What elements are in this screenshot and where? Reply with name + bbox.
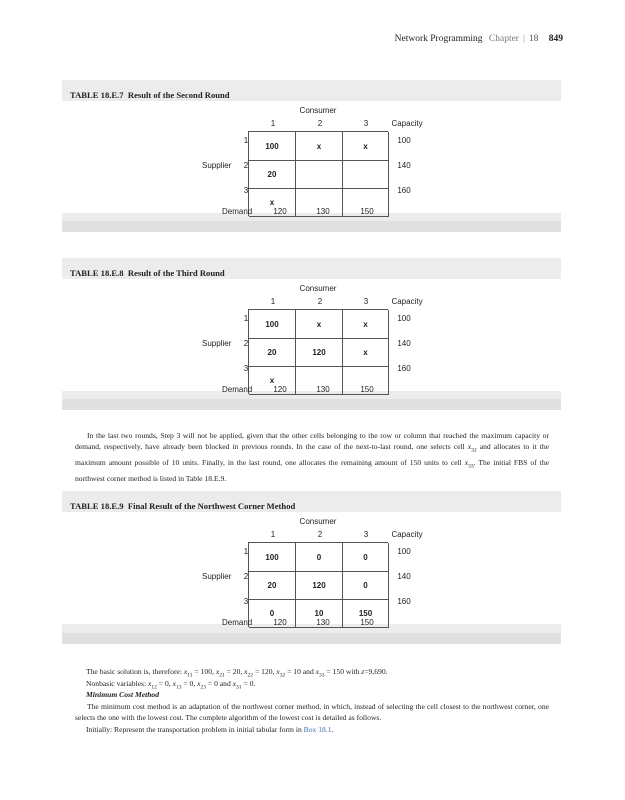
grid-cell: 20: [249, 339, 296, 367]
capacity-label: Capacity: [391, 530, 423, 539]
row-header: 1: [243, 314, 249, 323]
capacity-value: 100: [397, 314, 411, 323]
demand-value: 150: [360, 618, 374, 627]
capacity-value: 140: [397, 161, 411, 170]
row-header: 1: [243, 136, 249, 145]
table-caption: [70, 268, 225, 278]
capacity-label: Capacity: [391, 119, 423, 128]
running-head-title: Network Programming: [394, 34, 483, 44]
allocation-grid: [248, 309, 388, 394]
table-footer-strip: [62, 221, 561, 232]
table-title: Final Result of the Northwest Corner Method: [127, 501, 296, 511]
demand-value: 120: [273, 385, 287, 394]
grid-cell: 0: [296, 543, 343, 572]
box-reference-link[interactable]: Box 18.1: [303, 725, 332, 734]
consumer-label: Consumer: [299, 106, 337, 115]
initially-line: [86, 725, 333, 734]
running-head-chapter: Chapter: [488, 34, 519, 44]
demand-value: 130: [316, 207, 330, 216]
paragraph-text: In the last two rounds, Step 3 will not be applied, given that the other cells belonging to the row or column that reached the maximum capacity or demand, respectively, have already been blocked in previous rounds. In the case of the next-to-last round, one selects cell $x_{32}$ and allocates to it the maximum amount possible of 10 units. Finally, in the last round, one allocates the remaining amount of 150 units to cell $x_{33}$. The initial FBS of the northwest corner method is listed in Table 18.E.9.: [75, 431, 550, 484]
capacity-value: 100: [397, 136, 411, 145]
row-header: 2: [243, 339, 249, 348]
table-caption: [70, 501, 295, 511]
initially-text: Initially: Represent the transportation problem in initial tabular form in: [86, 725, 302, 734]
page-number: 849: [548, 34, 563, 44]
demand-value: 120: [273, 618, 287, 627]
column-header: 3: [363, 530, 369, 539]
capacity-value: 160: [397, 597, 411, 606]
demand-value: 150: [360, 207, 374, 216]
table-title: Result of the Third Round: [127, 268, 225, 278]
supplier-label: Supplier: [202, 339, 232, 348]
table-block: [62, 258, 561, 410]
grid-cell: 150: [343, 600, 389, 628]
row-header: 3: [243, 597, 249, 606]
capacity-value: 140: [397, 572, 411, 581]
column-header: 1: [270, 297, 276, 306]
table-label: TABLE 18.E.9: [70, 501, 124, 511]
table-block: [62, 80, 561, 232]
table-footer-strip: [62, 399, 561, 410]
demand-label: Demand: [222, 618, 253, 627]
row-header: 1: [243, 547, 249, 556]
allocation-grid: [248, 131, 388, 216]
grid-cell: x: [296, 310, 343, 339]
grid-cell: 0: [343, 543, 389, 572]
table-caption: [70, 90, 230, 100]
column-header: 3: [363, 119, 369, 128]
section-heading: Minimum Cost Method: [86, 690, 160, 699]
consumer-label: Consumer: [299, 284, 337, 293]
table-body: [62, 279, 561, 394]
demand-value: 130: [316, 618, 330, 627]
demand-value: 150: [360, 385, 374, 394]
capacity-value: 140: [397, 339, 411, 348]
grid-cell: 0: [343, 572, 389, 600]
grid-cell: 120: [296, 339, 343, 367]
table-body: [62, 512, 561, 627]
grid-cell: [296, 161, 343, 189]
column-header: 2: [317, 119, 323, 128]
column-header: 1: [270, 530, 276, 539]
grid-cell: 120: [296, 572, 343, 600]
grid-cell: 20: [249, 161, 296, 189]
running-head: [395, 34, 563, 44]
table-body: [62, 101, 561, 216]
method-paragraph: The minimum cost method is an adaptation of the northwest corner method, in which, instead of selecting the cell closest to the northwest corner, one selects the one with the lowest cost. The complete algorithm of the lowest cost is detailed as follows.: [75, 702, 549, 723]
table-block: [62, 491, 561, 644]
grid-cell: 100: [249, 132, 296, 161]
grid-cell: 20: [249, 572, 296, 600]
row-header: 3: [243, 186, 249, 195]
column-header: 1: [270, 119, 276, 128]
supplier-label: Supplier: [202, 161, 232, 170]
running-head-chapter-number: 18: [528, 34, 539, 44]
grid-cell: x: [343, 310, 389, 339]
grid-cell: 0: [249, 600, 296, 628]
grid-cell: 100: [249, 543, 296, 572]
grid-cell: 10: [296, 600, 343, 628]
body-paragraph: [75, 430, 549, 485]
consumer-label: Consumer: [299, 517, 337, 526]
table-label: TABLE 18.E.8: [70, 268, 124, 278]
grid-cell: x: [343, 132, 389, 161]
nonbasic-line: Nonbasic variables: $x_{12} = 0$, $x_{13} = 0$, $x_{23} = 0$ and $x_{31} = 0$.: [86, 679, 256, 691]
grid-cell: [343, 161, 389, 189]
column-header: 2: [317, 297, 323, 306]
column-header: 2: [317, 530, 323, 539]
allocation-grid: [248, 542, 388, 627]
capacity-value: 160: [397, 186, 411, 195]
table-label: TABLE 18.E.7: [70, 90, 124, 100]
demand-label: Demand: [222, 207, 253, 216]
table-footer-strip: [62, 633, 561, 644]
supplier-label: Supplier: [202, 572, 232, 581]
grid-cell: x: [343, 339, 389, 367]
grid-cell: x: [296, 132, 343, 161]
basic-solution-line: The basic solution is, therefore: $x_{11} = 100$, $x_{21} = 20$, $x_{22} = 120$, $x_{32} = 10$ and $x_{33} = 150$ with z=9,690.: [86, 667, 388, 679]
grid-cell: x: [249, 367, 296, 395]
period: .: [331, 725, 334, 734]
capacity-label: Capacity: [391, 297, 423, 306]
capacity-value: 160: [397, 364, 411, 373]
table-title: Result of the Second Round: [127, 90, 230, 100]
capacity-value: 100: [397, 547, 411, 556]
running-head-divider: |: [522, 34, 525, 44]
grid-cell: x: [249, 189, 296, 217]
grid-cell: 100: [249, 310, 296, 339]
row-header: 3: [243, 364, 249, 373]
column-header: 3: [363, 297, 369, 306]
demand-value: 120: [273, 207, 287, 216]
demand-label: Demand: [222, 385, 253, 394]
row-header: 2: [243, 161, 249, 170]
row-header: 2: [243, 572, 249, 581]
demand-value: 130: [316, 385, 330, 394]
